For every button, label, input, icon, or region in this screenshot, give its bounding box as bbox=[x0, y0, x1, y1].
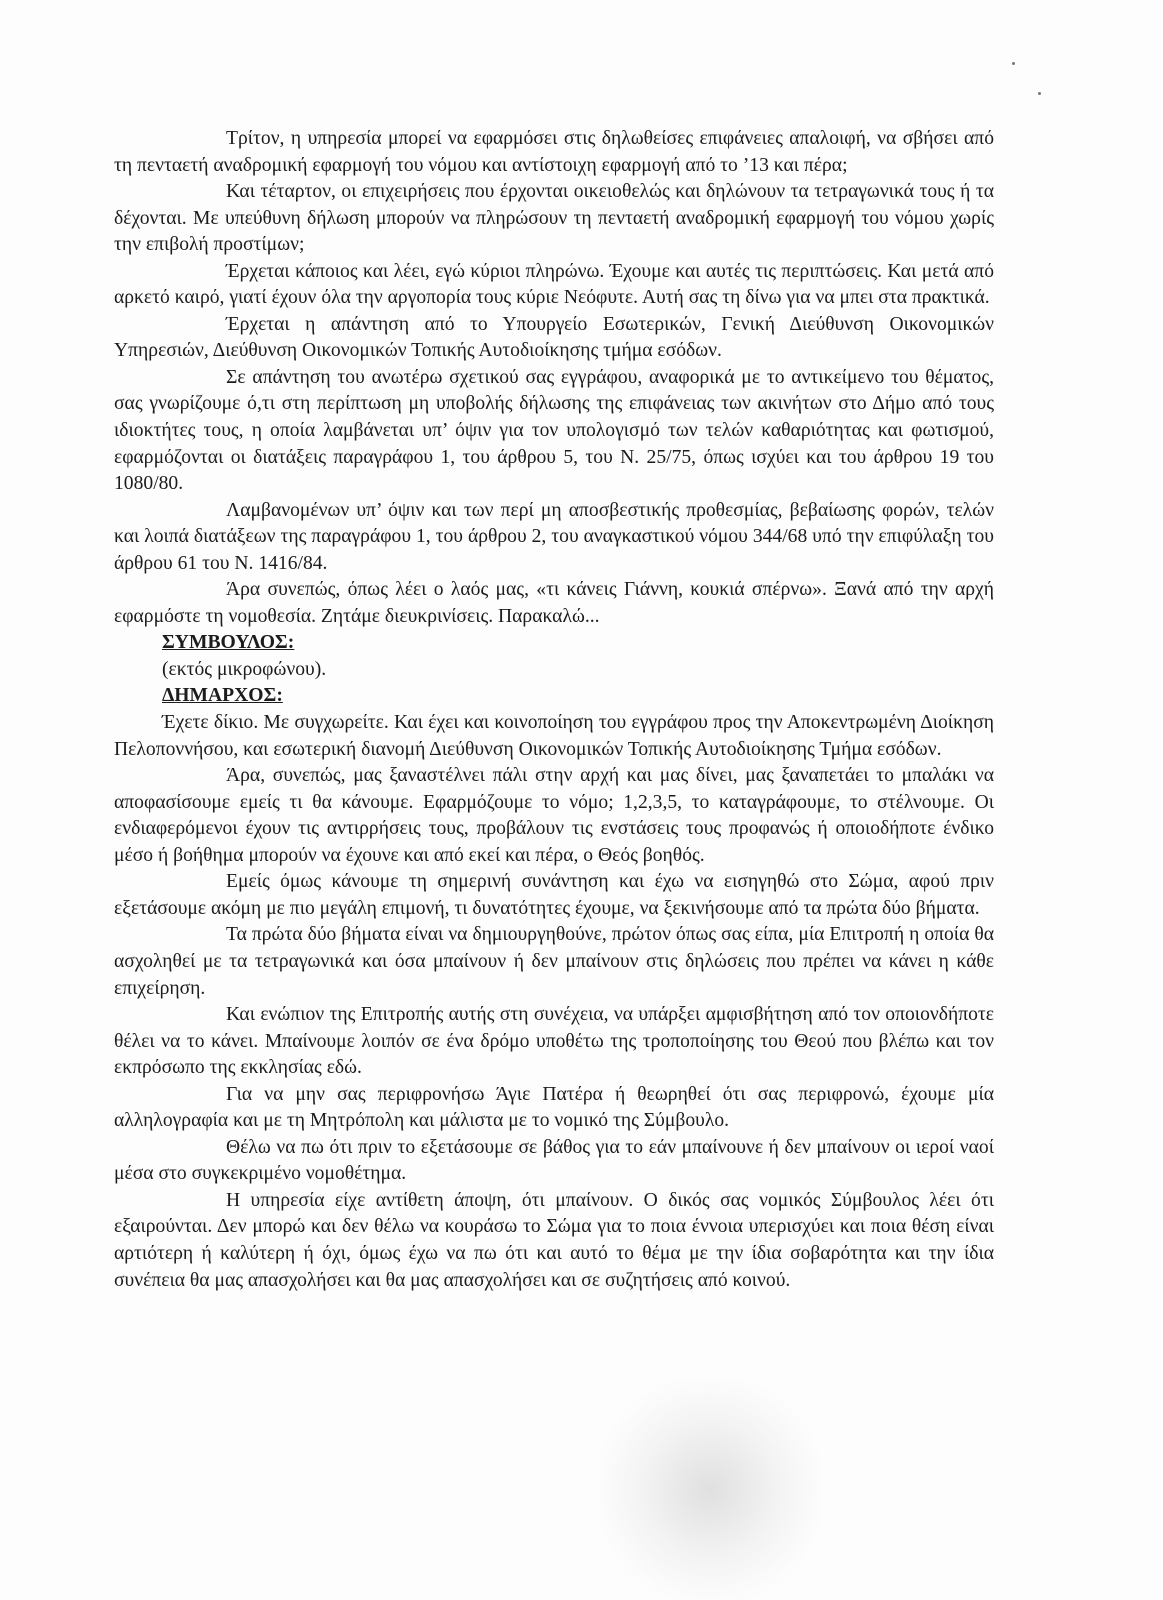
paragraph: Άρα, συνεπώς, μας ξαναστέλνει πάλι στην αρχή και μας δίνει, μας ξαναπετάει το μπαλάκι να αποφασίσουμε εμείς τι θα κάνουμε. Εφαρμόζουμε το νόμο; 1,2,3,5, το καταγράφουμε, το στέλνουμε. Οι ενδιαφερόμενοι έχουν τις αντιρρήσεις τους, προβάλουν τις ενστάσεις τους προφανώς ή οποιοδήποτε ένδικο μέσο ή βοήθημα μπορούν να έχουνε και από εκεί και πέρα, ο Θεός βοηθός. bbox=[114, 765, 994, 866]
paragraph: Η υπηρεσία είχε αντίθετη άποψη, ότι μπαίνουν. Ο δικός σας νομικός Σύμβουλος λέει ότι εξαιρούνται. Δεν μπορώ και δεν θέλω να κουράσω το Σώμα για το ποια έννοια υπερισχύει και ποια θέση είναι αρτιότερη ή καλύτερη ή όχι, όμως έχω να πω ότι και αυτό το θέμα με την ίδια σοβαρότητα και την ίδια συνέπεια θα μας απασχολήσει και θα μας απασχολήσει και σε συζητήσεις από κοινού. bbox=[114, 1189, 994, 1291]
speaker-label-mayor: ΔΗΜΑΡΧΟΣ: bbox=[162, 685, 283, 707]
paragraph: Θέλω να πω ότι πριν το εξετάσουμε σε βάθος για το εάν μπαίνουνε ή δεν μπαίνουν οι ιεροί ναοί μέσα στο συγκεκριμένο νομοθέτημα. bbox=[114, 1136, 994, 1185]
paragraph: Και τέταρτον, οι επιχειρήσεις που έρχονται οικειοθελώς και δηλώνουν τα τετραγωνικά τους ή τα δέχονται. Με υπεύθυνη δήλωση μπορούν να πληρώσουν τη πενταετή αναδρομική εφαρμογή του νόμου χωρίς την επιβολή προστίμων; bbox=[114, 181, 994, 256]
paragraph: Έχετε δίκιο. Με συγχωρείτε. Και έχει και κοινοποίηση του εγγράφου προς την Αποκεντρωμένη Διοίκηση Πελοποννήσου, και εσωτερική διανομή Διεύθυνση Οικονομικών Τοπικής Αυτοδιοίκησης Τμήμα εσόδων. bbox=[114, 712, 994, 760]
paragraph: Τρίτον, η υπηρεσία μπορεί να εφαρμόσει στις δηλωθείσες επιφάνειες απαλοιφή, να σβήσει από τη πενταετή αναδρομική εφαρμογή του νόμου και αντίστοιχη εφαρμογή από το ’13 και πέρα; bbox=[114, 128, 994, 176]
document-body bbox=[114, 126, 994, 1294]
scan-smudge bbox=[600, 1380, 820, 1600]
paragraph: Έρχεται κάποιος και λέει, εγώ κύριοι πληρώνω. Έχουμε και αυτές τις περιπτώσεις. Και μετά από αρκετό καιρό, γιατί έχουν όλα την αργοπορία τους κύριε Νεόφυτε. Αυτή σας τη δίνω για να μπει στα πρακτικά. bbox=[114, 260, 994, 309]
paragraph: Σε απάντηση του ανωτέρω σχετικού σας εγγράφου, αναφορικά με το αντικείμενο του θέματος, σας γνωρίζουμε ό,τι στη περίπτωση μη υποβολής δήλωσης της επιφάνειας των ακινήτων στο Δήμο από τους ιδιοκτήτες τους, η οποία λαμβάνεται υπ’ όψιν για τον υπολογισμό των τελών καθαριότητας και φωτισμού, εφαρμόζονται οι διατάξεις παραγράφου 1, του άρθρου 5, του Ν. 25/75, όπως ισχύει και του άρθρου 19 του 1080/80. bbox=[114, 366, 994, 495]
speaker-label-councillor: ΣΥΜΒΟΥΛΟΣ: bbox=[162, 632, 295, 654]
paragraph: Τα πρώτα δύο βήματα είναι να δημιουργηθούνε, πρώτον όπως σας είπα, μία Επιτροπή η οποία θα ασχοληθεί με τα τετραγωνικά και όσα μπαίνουν ή δεν μπαίνουν στις δηλώσεις που πρέπει να κάνει η κάθε επιχείρηση. bbox=[114, 924, 994, 999]
paragraph: Εμείς όμως κάνουμε τη σημερινή συνάντηση και έχω να εισηγηθώ στο Σώμα, αφού πριν εξετάσουμε ακόμη με πιο μεγάλη επιμονή, τι δυνατότητες έχουμε, να ξεκινήσουμε από τα πρώτα δύο βήματα. bbox=[114, 871, 994, 919]
paragraph: Άρα συνεπώς, όπως λέει ο λαός μας, «τι κάνεις Γιάννη, κουκιά σπέρνω». Ξανά από την αρχή εφαρμόστε τη νομοθεσία. Ζητάμε διευκρινίσεις. Παρακαλώ... bbox=[114, 579, 994, 627]
speaker-remark: (εκτός μικροφώνου). bbox=[162, 658, 327, 680]
paragraph: Για να μην σας περιφρονήσω Άγιε Πατέρα ή θεωρηθεί ότι σας περιφρονώ, έχουμε μία αλληλογραφία και με τη Μητρόπολη και μάλιστα με το νομικό της Σύμβουλο. bbox=[114, 1083, 994, 1132]
paragraph: Και ενώπιον της Επιτροπής αυτής στη συνέχεια, να υπάρξει αμφισβήτηση από τον οποιονδήποτε θέλει να το κάνει. Μπαίνουμε λοιπόν σε ένα δρόμο υποθέτω της τροποποίησης του Θεού που βλέπω και τον εκπρόσωπο της εκκλησίας εδώ. bbox=[114, 1004, 994, 1079]
scan-speck bbox=[1038, 92, 1041, 95]
paragraph: Έρχεται η απάντηση από το Υπουργείο Εσωτερικών, Γενική Διεύθυνση Οικονομικών Υπηρεσιών, Διεύθυνση Οικονομικών Τοπικής Αυτοδιοίκησης τμήμα εσόδων. bbox=[114, 313, 994, 362]
scan-speck bbox=[1012, 62, 1015, 65]
paragraph: Λαμβανομένων υπ’ όψιν και των περί μη αποσβεστικής προθεσμίας, βεβαίωσης φορών, τελών και λοιπά διατάξεων της παραγράφου 1, του άρθρου 2, του αναγκαστικού νόμου 344/68 υπό την επιφύλαξη του άρθρου 61 του Ν. 1416/84. bbox=[114, 499, 994, 574]
